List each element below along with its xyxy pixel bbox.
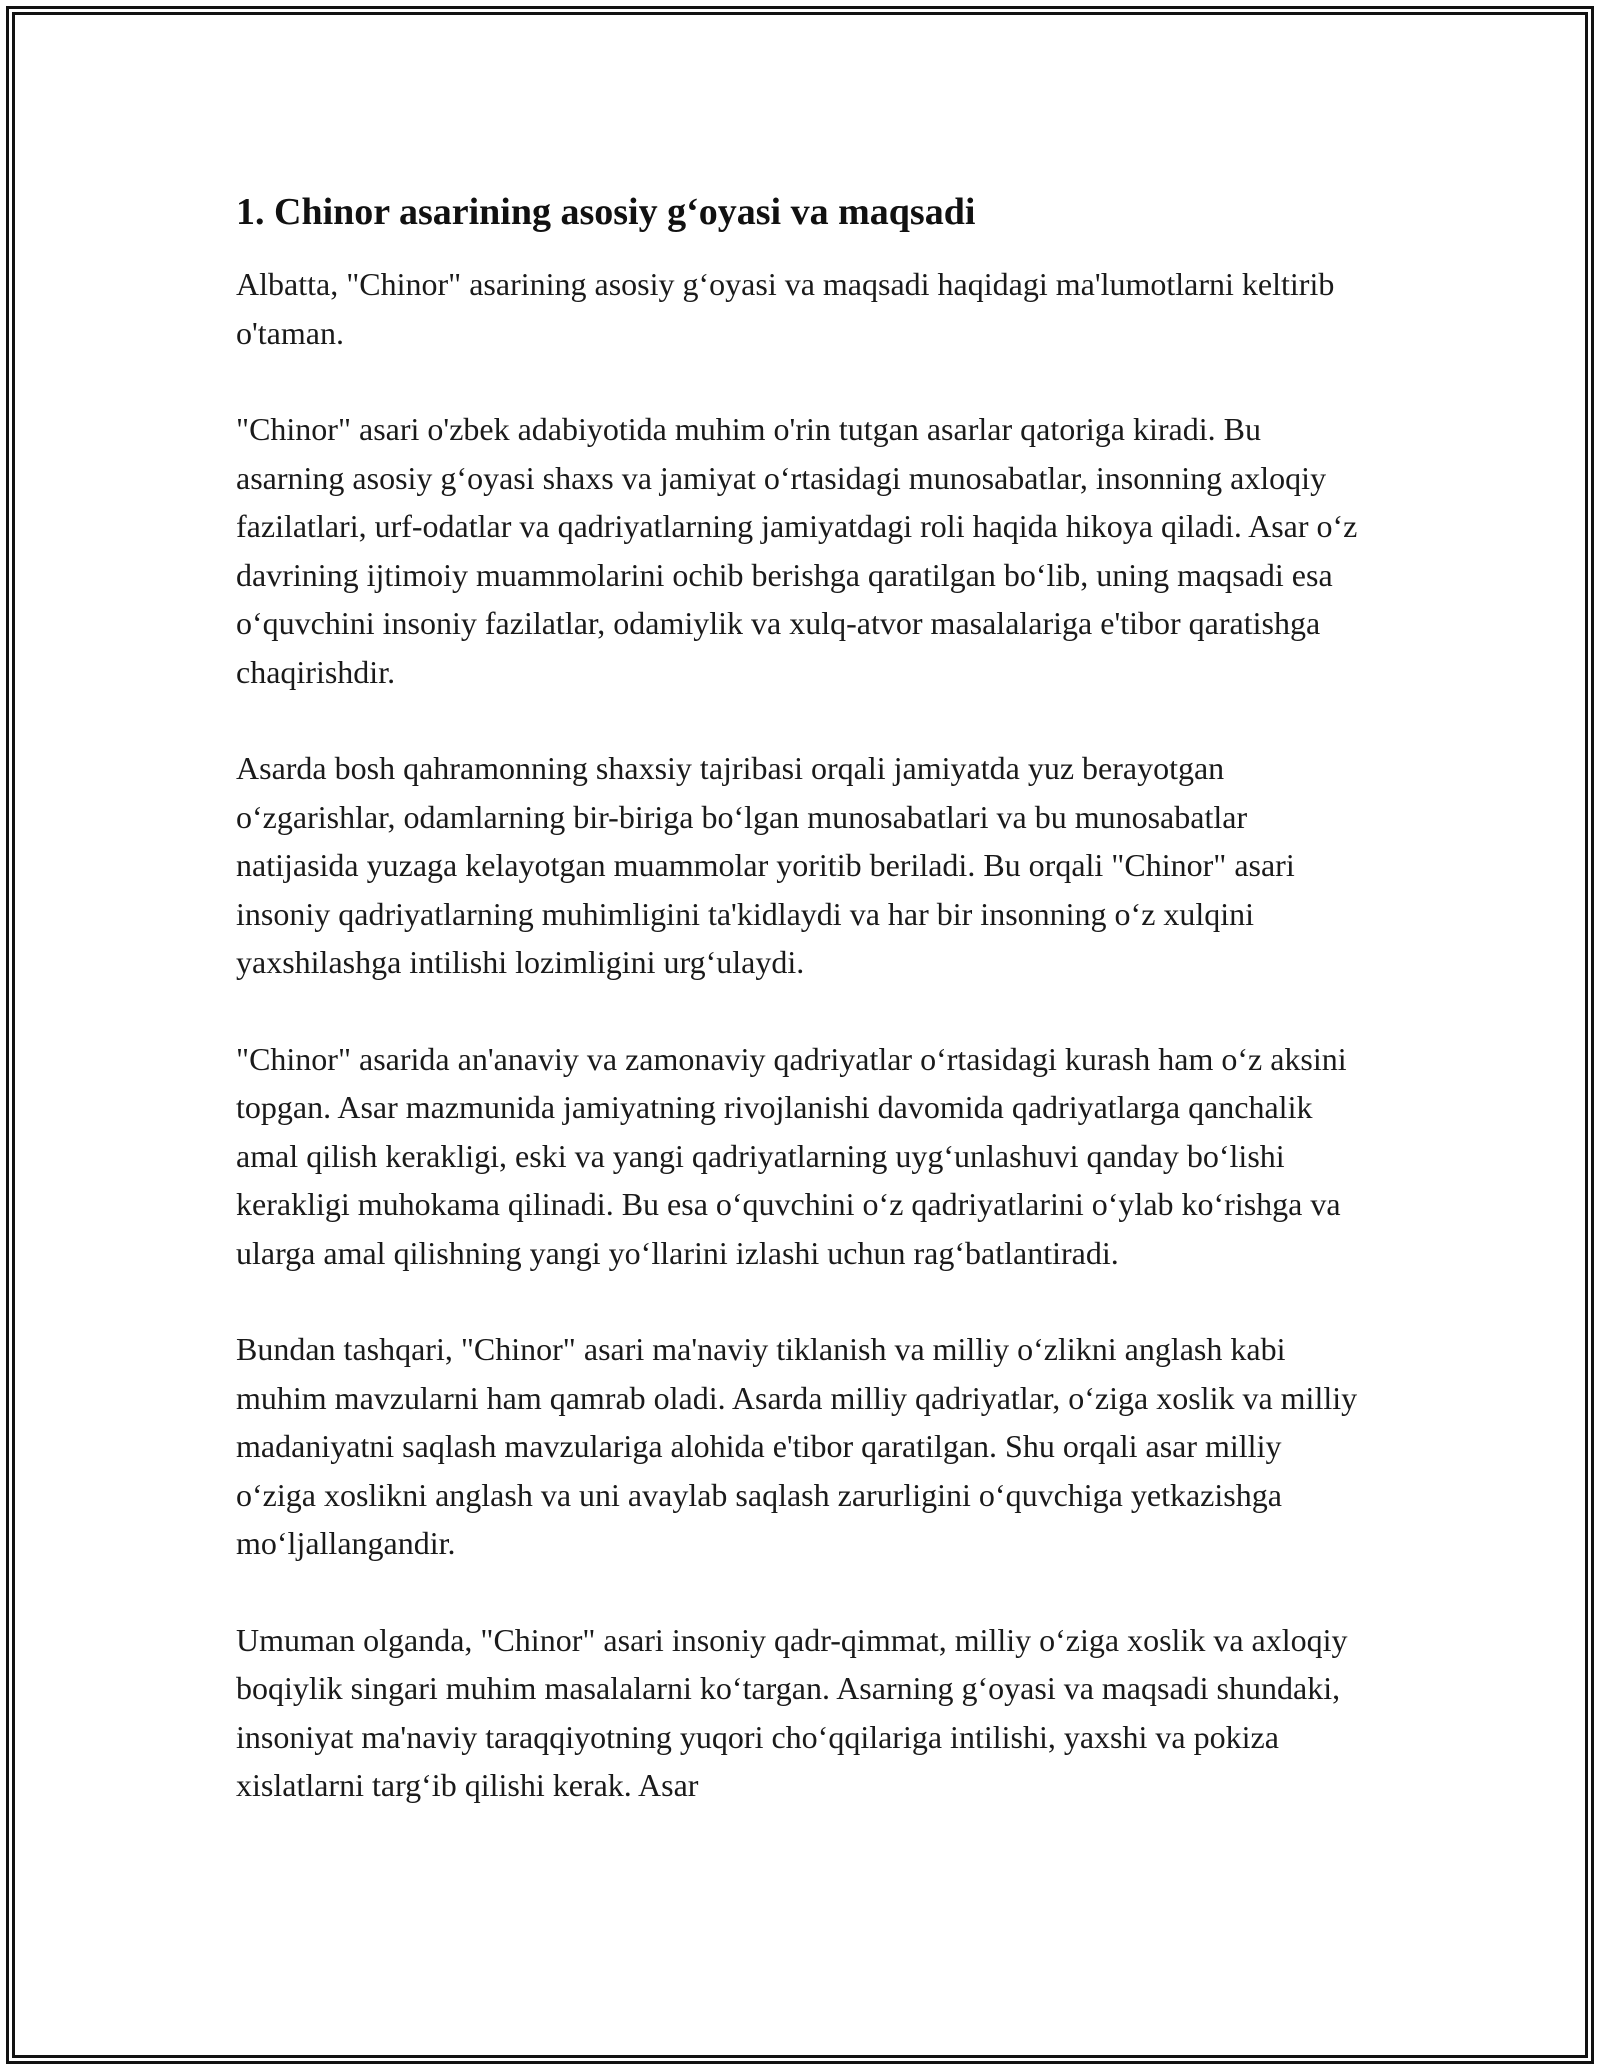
paragraph-intro: Albatta, "Chinor" asarining asosiy g‘oyasi va maqsadi haqidagi ma'lumotlarni keltirib o'taman.	[236, 266, 1335, 351]
paragraph-values-conflict: "Chinor" asarida an'anaviy va zamonaviy qadriyatlar o‘rtasidagi kurash ham o‘z aksini topgan. Asar mazmunida jamiyatning rivojlanishi davomida qadriyatlarga qanchalik amal qilish kerakligi, eski va yangi qadriyatlarning uyg‘unlashuvi qanday bo‘lishi kerakligi muhokama qilinadi. Bu esa o‘quvchini o‘z qadriyatlarini o‘ylab ko‘rishga va ularga amal qilishning yangi yo‘llarini izlashi uchun rag‘batlantiradi.	[236, 1040, 1347, 1271]
paragraph-national-identity: Bundan tashqari, "Chinor" asari ma'naviy tiklanish va milliy o‘zlikni anglash kabi muhim mavzularni ham qamrab oladi. Asarda milliy qadriyatlar, o‘ziga xoslik va milliy madaniyatni saqlash mavzulariga alohida e'tibor qaratilgan. Shu orqali asar milliy o‘ziga xoslikni anglash va uni avaylab saqlash zarurligini o‘quvchiga yetkazishga mo‘ljallangandir.	[236, 1331, 1358, 1561]
section-heading: 1. Chinor asarining asosiy g‘oyasi va maqsadi	[236, 191, 976, 233]
paragraph-main-idea: "Chinor" asari o'zbek adabiyotida muhim o'rin tutgan asarlar qatoriga kiradi. Bu asarning asosiy g‘oyasi shaxs va jamiyat o‘rtasidagi munosabatlar, insonning axloqiy fazilatlari, urf-odatlar va qadriyatlarning jamiyatdagi roli haqida hikoya qiladi. Asar o‘z davrining ijtimoiy muammolarini ochib berishga qaratilgan bo‘lib, uning maqsadi esa o‘quvchini insoniy fazilatlar, odamiylik va xulq-atvor masalalariga e'tibor qaratishga chaqirishdir.	[236, 411, 1358, 690]
paragraph-conclusion: Umuman olganda, "Chinor" asari insoniy qadr-qimmat, milliy o‘ziga xoslik va axloqiy boqiylik singari muhim masalalarni ko‘targan. Asarning g‘oyasi va maqsadi shundaki, insoniyat ma'naviy taraqqiyotning yuqori cho‘qqilariga intilishi, yaxshi va pokiza xislatlarni targ‘ib qilishi kerak. Asar	[236, 1621, 1348, 1803]
document-body	[236, 186, 1366, 1858]
paragraph-protagonist: Asarda bosh qahramonning shaxsiy tajribasi orqali jamiyatda yuz berayotgan o‘zgarishlar, odamlarning bir-biriga bo‘lgan munosabatlari va bu munosabatlar natijasida yuzaga kelayotgan muammolar yoritib beriladi. Bu orqali "Chinor" asari insoniy qadriyatlarning muhimligini ta'kidlaydi va har bir insonning o‘z xulqini yaxshilashga intilishi lozimligini urg‘ulaydi.	[236, 750, 1295, 980]
